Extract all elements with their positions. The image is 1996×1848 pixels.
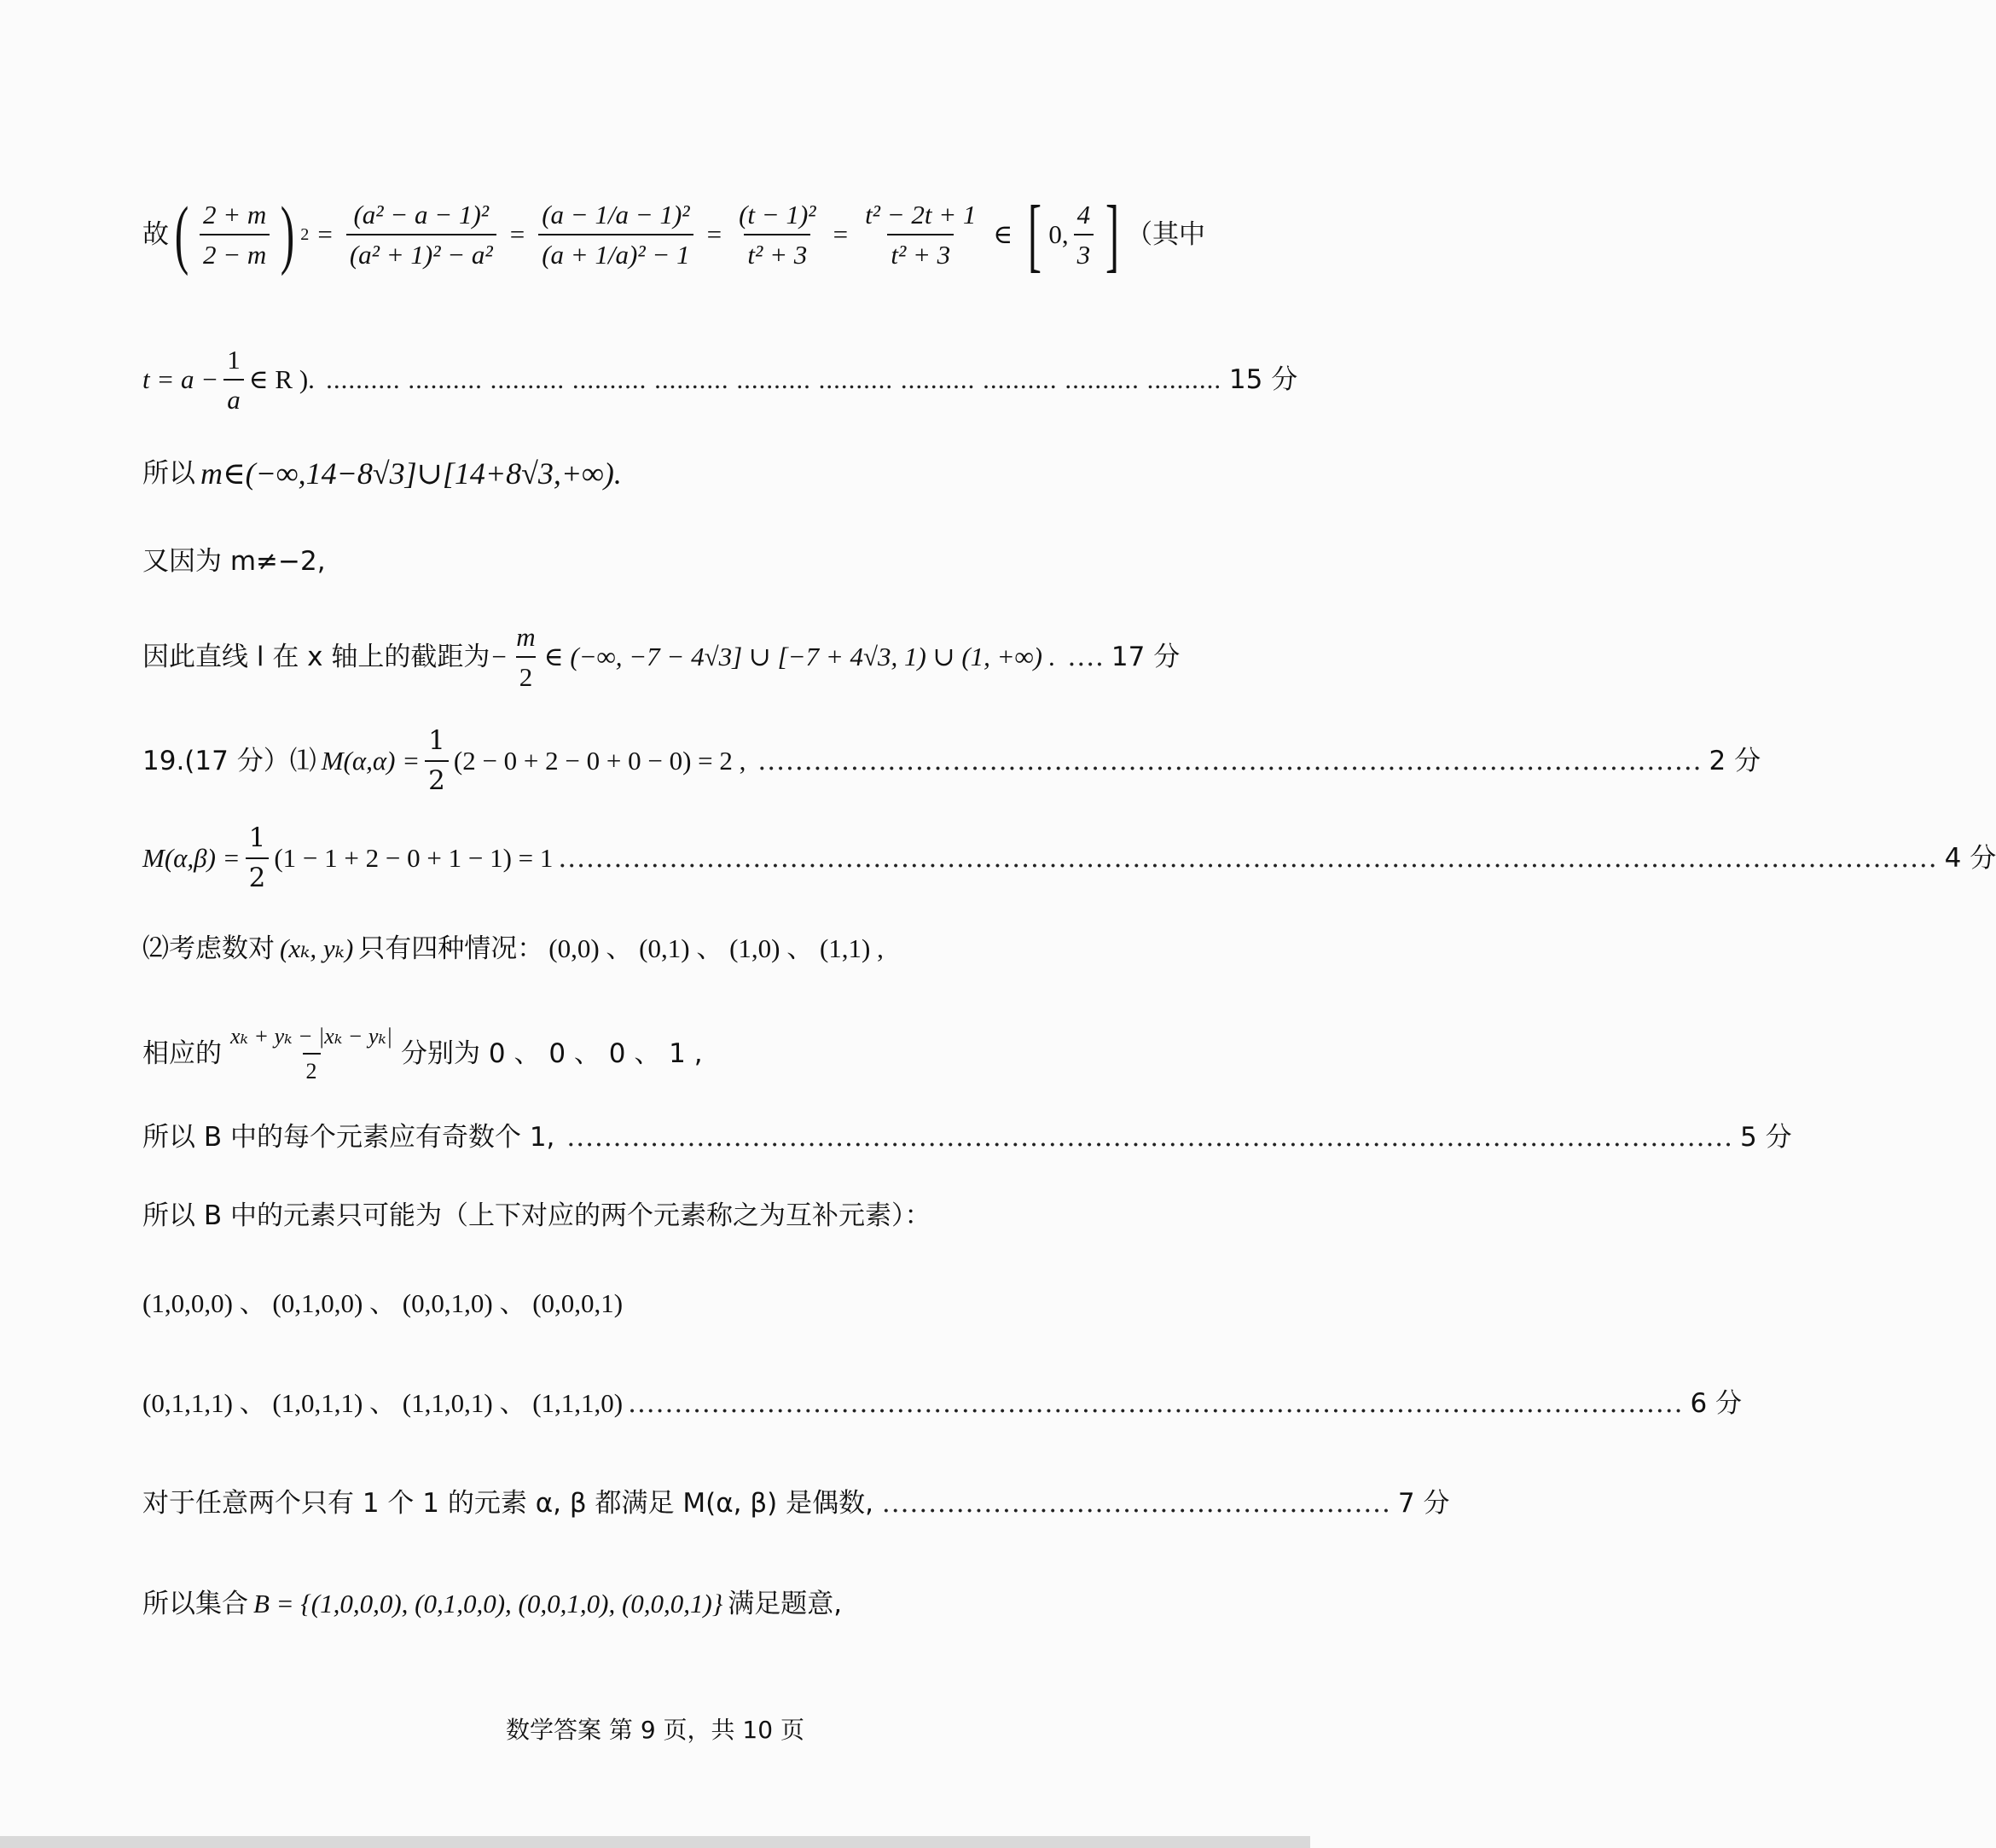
fraction: $\frac{4}{3}$ — [1074, 199, 1094, 270]
leader-dots: .... — [1067, 642, 1105, 672]
score-label: 7 分 — [1397, 1488, 1450, 1519]
text-line-14: 对于任意两个只有 1 个 1 的元素 α, β 都满足 M(α, β) 是偶数, ....................................................... 7 分 — [142, 1488, 1450, 1519]
fraction: $\frac{\text{(t − 1)²}}{\text{t² + 3}}$ — [739, 199, 816, 270]
paren: ) — [281, 192, 295, 276]
fraction: $\frac{\text{(a − 1/a − 1)²}}{\text{(a + 1/a)² − 1}}$ — [538, 199, 693, 270]
fraction: $\frac{\text{xₖ + yₖ − |xₖ − yₖ|}}{2}$ — [230, 1023, 393, 1084]
text-line-3: 所以 m∈(−∞,14−8√3]∪[14+8√3,+∞). — [142, 456, 622, 491]
fraction: $\frac{m}{2}$ — [516, 621, 536, 692]
fraction: $\frac{1}{2}$ — [425, 725, 449, 797]
score-label: 15 分 — [1228, 364, 1298, 395]
fraction: $\frac{\text{(a² − a − 1)²}}{\text{(a² + 1)² − a²}}$ — [346, 199, 496, 270]
paren: ( — [174, 192, 189, 276]
text-prefix: 故 — [142, 219, 169, 250]
text-line-12: (1,0,0,0) 、 (0,1,0,0) 、 (0,0,1,0) 、 (0,0,0,1) — [142, 1288, 624, 1318]
text-line-15: 所以集合 B = {(1,0,0,0), (0,1,0,0), (0,0,1,0), (0,0,0,1)} 满足题意, — [142, 1589, 843, 1619]
bottom-edge-strip — [0, 1836, 1310, 1848]
text-line-9: 相应的 $\frac{\text{xₖ + yₖ − |xₖ − yₖ|}}{2}$ 分别为 0 、 0 、 0 、 1 , — [142, 1023, 703, 1084]
leader-dots: ..................................................................................................................................................... — [558, 843, 1938, 874]
text-line-8: ⑵考虑数对 (xₖ, yₖ) 只有四种情况： (0,0) 、 (0,1) 、 (1,0) 、 (1,1) , — [142, 933, 884, 964]
page-footer: 数学答案 第 9 页，共 10 页 — [506, 1716, 804, 1744]
leader-dots: .................................................................................................................. — [628, 1388, 1684, 1419]
fraction: $\frac{1}{2}$ — [246, 822, 270, 894]
text-line-13: (0,1,1,1) 、 (1,0,1,1) 、 (1,1,0,1) 、 (1,1,1,0) .................................................................................................................. 6 分 — [142, 1388, 1743, 1419]
fraction: $\frac{1}{a}$ — [223, 344, 244, 416]
text-suffix: （其中 — [1126, 219, 1206, 250]
score-label: 6 分 — [1690, 1388, 1743, 1419]
leader-dots: ....................................................... — [881, 1488, 1391, 1519]
text-line-7: M(α,β) = $\frac{1}{2}$ (1 − 1 + 2 − 0 + 1 − 1) = 1 ..................................................................................................................................................... 4 分 — [142, 822, 1996, 893]
leader-dots: .............................................................................................................................. — [566, 1122, 1734, 1153]
fraction: $\frac{2 + m}{2 - m}$ — [200, 199, 270, 270]
text-line-4: 又因为 m≠−2, — [142, 546, 326, 577]
equation-line-2: t = a − $\frac{1}{a}$ ∈ R ). .......... .......... .......... .......... .......... .......... .......... .......... .......... .......... .......... 15 分 — [142, 344, 1298, 415]
text-line-5: 因此直线 l 在 x 轴上的截距为 − $\frac{m}{2}$ ∈ (−∞, −7 − 4√3] ∪ [−7 + 4√3, 1) ∪ (1, +∞) . .... 17 分 — [142, 621, 1181, 692]
leader-dots: ...................................................................................................... — [757, 746, 1703, 776]
score-label: 2 分 — [1709, 746, 1761, 776]
score-label: 5 分 — [1740, 1122, 1792, 1153]
text-line-10: 所以 B 中的每个元素应有奇数个 1, .............................................................................................................................. 5 分 — [142, 1122, 1792, 1153]
fraction: $\frac{\text{t² − 2t + 1}}{\text{t² + 3}}$ — [865, 199, 977, 270]
leader-dots: .......... .......... .......... .......... .......... .......... .......... .......... .......... .......... .......... — [326, 364, 1222, 394]
question-label: 19.(17 分）⑴ — [142, 746, 316, 776]
text-line-6: 19.(17 分）⑴ M(α,α) = $\frac{1}{2}$ (2 − 0 + 2 − 0 + 0 − 0) = 2 , ...................................................................................................... 2 分 — [142, 724, 1761, 796]
score-label: 4 分 — [1944, 843, 1996, 874]
equation-line-1: 故 ( $\frac{2 + m}{2 - m}$ ) 2 = $\frac{\text{(a² − a − 1)²}}{\text{(a² + 1)² − a²}}$ = $\frac{\text{(a − 1/a − 1)²}}{\text{(a + 1/a)² − 1}}$ = $\frac{\text{(t − 1)²}}{\text{t² + 3}}$ = $\frac{\text{t² − 2t + 1}}{\text{t² + 3}}$ ∈ [ 0, $\frac{4}{3}$ ] （其中 — [142, 189, 1206, 280]
text-line-11: 所以 B 中的元素只可能为（上下对应的两个元素称之为互补元素）： — [142, 1200, 931, 1231]
score-label: 17 分 — [1111, 642, 1181, 672]
